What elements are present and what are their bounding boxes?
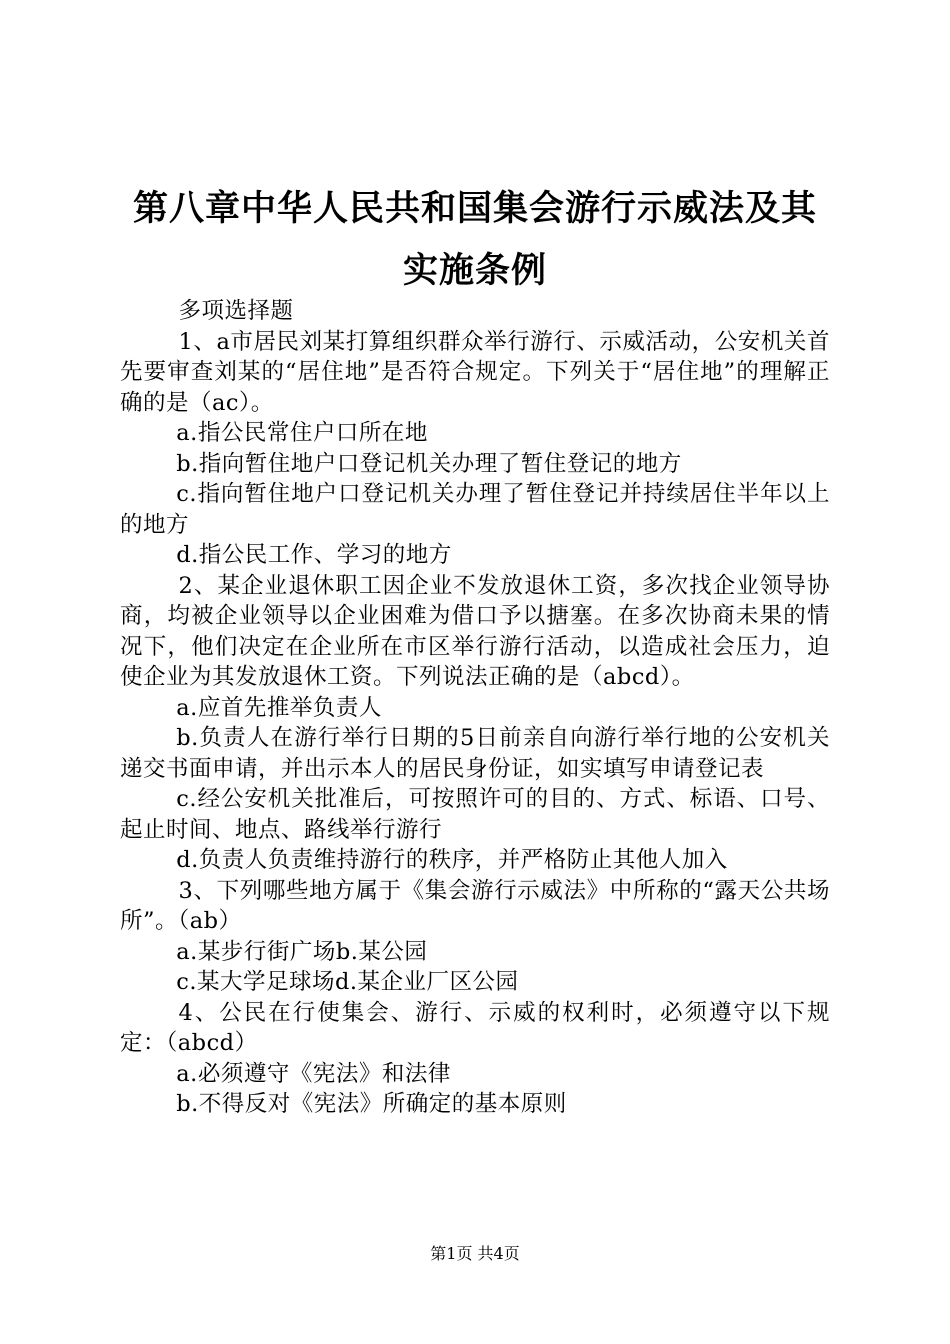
question-1-option-c: c.指向暂住地户口登记机关办理了暂住登记并持续居住半年以上的地方 — [120, 481, 830, 538]
question-1: 1、a市居民刘某打算组织群众举行游行、示威活动，公安机关首先要审查刘某的“居住地”是否符合规定。下列关于“居住地”的理解正确的是（ac）。 — [120, 328, 830, 416]
question-4-option-a: a.必须遵守《宪法》和法律 — [176, 1060, 451, 1087]
question-1-option-b: b.指向暂住地户口登记机关办理了暂住登记的地方 — [176, 450, 682, 477]
question-2: 2、某企业退休职工因企业不发放退休工资，多次找企业领导协商，均被企业领导以企业困难为借口予以搪塞。在多次协商未果的情况下，他们决定在企业所在市区举行游行活动，以造成社会压力，迫使企业为其发放退休工资。下列说法正确的是（abcd）。 — [120, 572, 830, 690]
question-3: 3、下列哪些地方属于《集会游行示威法》中所称的“露天公共场所”。（ab） — [120, 877, 830, 934]
question-2-option-b: b.负责人在游行举行日期的5日前亲自向游行举行地的公安机关递交书面申请，并出示本人的居民身份证，如实填写申请登记表 — [120, 725, 830, 782]
section-heading: 多项选择题 — [178, 298, 294, 324]
page-number-footer: 第1页 共4页 — [430, 1244, 520, 1263]
question-4-option-b: b.不得反对《宪法》所确定的基本原则 — [176, 1091, 567, 1117]
document-title: 第八章中华人民共和国集会游行示威法及其实施条例 — [132, 188, 817, 291]
question-3-options-ab: a.某步行街广场b.某公园 — [176, 938, 428, 965]
question-4: 4、公民在行使集会、游行、示威的权利时，必须遵守以下规定：（abcd） — [120, 999, 830, 1056]
question-2-option-a: a.应首先推举负责人 — [176, 694, 382, 721]
document-body — [120, 296, 830, 1120]
question-3-options-cd: c.某大学足球场d.某企业厂区公园 — [176, 969, 519, 995]
question-2-option-d: d.负责人负责维持游行的秩序，并严格防止其他人加入 — [176, 847, 728, 873]
question-1-option-d: d.指公民工作、学习的地方 — [176, 542, 452, 568]
question-2-option-c: c.经公安机关批准后，可按照许可的目的、方式、标语、口号、起止时间、地点、路线举行游行 — [120, 786, 830, 843]
question-1-option-a: a.指公民常住户口所在地 — [176, 420, 428, 446]
